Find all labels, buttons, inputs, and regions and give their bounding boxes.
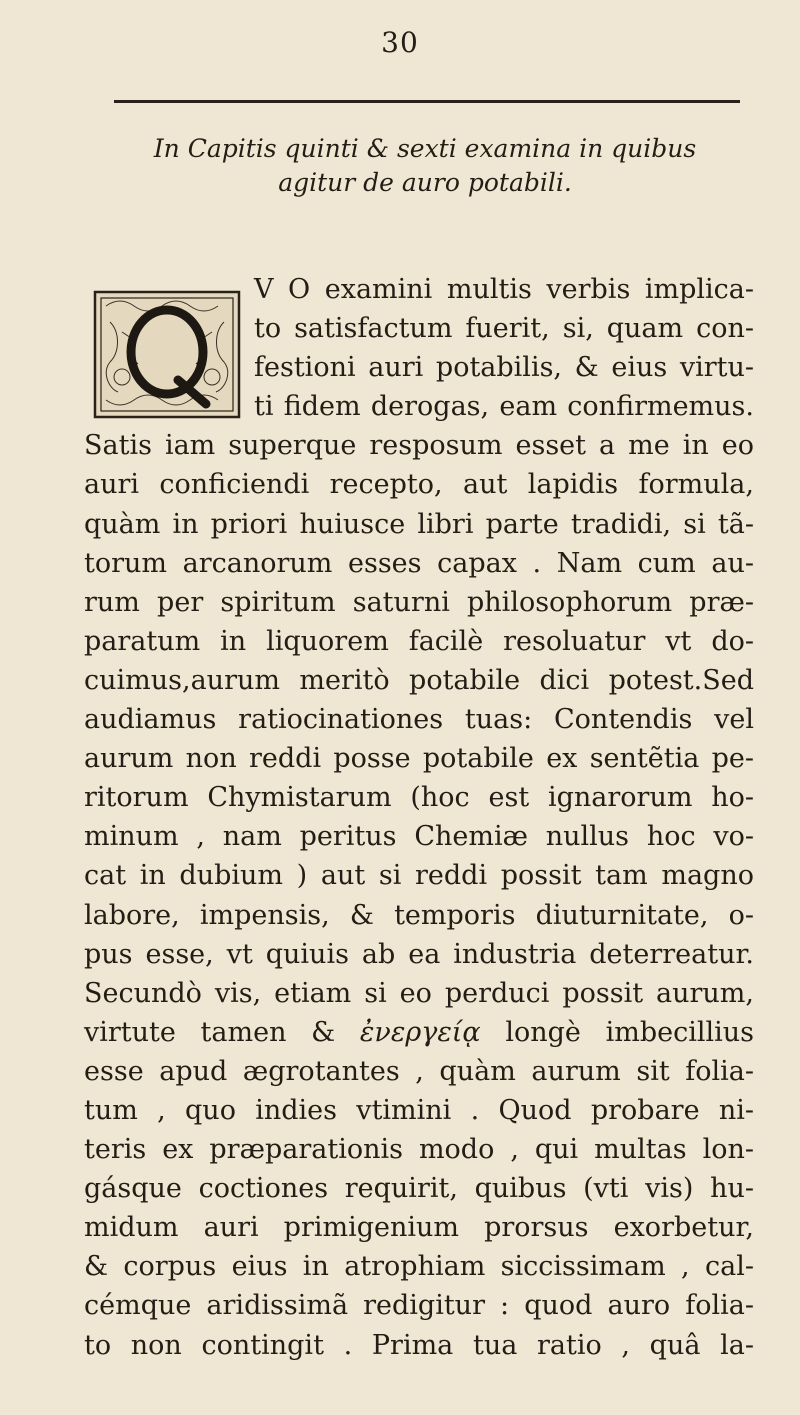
initial-letter: Q	[92, 282, 93, 283]
text-line: cat in dubium ) aut si reddi possit tam magno	[84, 860, 754, 892]
text-line: torum arcanorum esses capax . Nam cum au-	[84, 547, 754, 579]
heading-line-1: In Capitis quinti & sexti examina in quibus	[153, 134, 697, 163]
text-line: minum , nam peritus Chemiæ nullus hoc vo-	[84, 821, 754, 853]
text-line: V O examini multis verbis implica-	[254, 274, 754, 305]
text-line: teris ex præparationis modo , qui multas lon-	[84, 1134, 754, 1166]
body-text	[84, 270, 754, 1365]
text-line: to non contingit . Prima tua ratio , quâ la-	[84, 1329, 754, 1361]
text-segment: virtute tamen &	[84, 1016, 336, 1048]
text-line: rum per spiritum saturni philosophorum præ-	[84, 586, 754, 618]
text-line: Satis iam superque resposum esset a me in eo	[84, 430, 754, 462]
heading-line-2: agitur de auro potabili.	[278, 168, 572, 197]
text-line: tum , quo indies vtimini . Quod probare ni-	[84, 1094, 754, 1126]
text-line: labore, impensis, & temporis diuturnitate, o-	[84, 899, 754, 931]
text-line: & corpus eius in atrophiam siccissimam , cal-	[84, 1251, 754, 1283]
text-line: paratum in liquorem facilè resoluatur vt do-	[84, 625, 754, 657]
text-line-with-greek	[84, 1013, 754, 1052]
text-line: to satisfactum fuerit, si, quam con-	[254, 313, 754, 345]
text-line: gásque coctiones requirit, quibus (vti vis) hu-	[84, 1173, 754, 1205]
chapter-heading	[120, 132, 730, 200]
text-line: aurum non reddi posse potabile ex sentẽtia pe-	[84, 743, 754, 775]
text-line: cuimus,aurum meritò potabile dici potest.Sed	[84, 664, 754, 696]
text-line: audiamus ratiocinationes tuas: Contendis vel	[84, 704, 754, 736]
text-line: esse apud ægrotantes , quàm aurum sit folia-	[84, 1055, 754, 1087]
text-line: quàm in priori huiusce libri parte tradidi, si tã-	[84, 508, 754, 540]
text-line: Secundò vis, etiam si eo perduci possit aurum,	[84, 977, 754, 1009]
text-line: cémque aridissimã redigitur : quod auro folia-	[84, 1290, 754, 1322]
page-number: 30	[381, 26, 419, 59]
text-line: ritorum Chymistarum (hoc est ignarorum ho-	[84, 782, 754, 814]
greek-word: ἐνεργείᾳ	[359, 1016, 481, 1048]
text-line: midum auri primigenium prorsus exorbetur,	[84, 1212, 754, 1244]
text-line: pus esse, vt quiuis ab ea industria deterreatur.	[84, 938, 754, 970]
text-segment: longè imbecillius	[505, 1016, 754, 1048]
text-line: auri conficiendi recepto, aut lapidis formula,	[84, 469, 754, 501]
text-line: ti fidem derogas, eam confirmemus.	[254, 391, 754, 423]
text-line: festioni auri potabilis, & eius virtu-	[254, 352, 754, 384]
header-rule	[114, 100, 740, 103]
